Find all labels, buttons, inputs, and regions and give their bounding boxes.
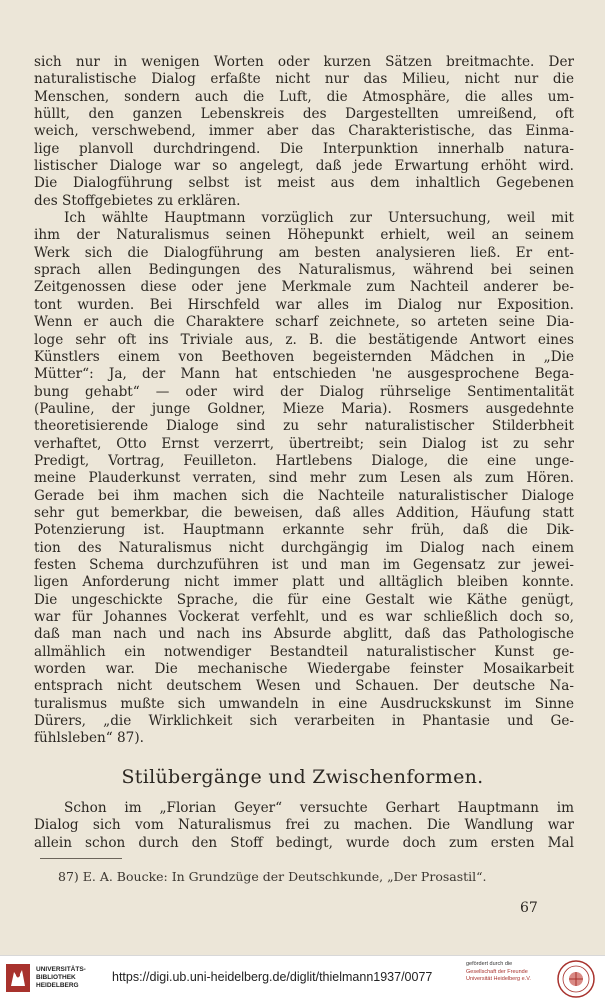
sponsor-line: Universität Heidelberg e.V. — [466, 976, 531, 982]
text-line: allmählich ein notwendiger Bestandteil naturalistischer Kunst ge- — [34, 643, 574, 660]
text-line: Dialog sich vom Naturalismus frei zu machen. Die Wandlung war — [34, 817, 574, 834]
library-name-line: UNIVERSITÄTS- — [36, 966, 86, 973]
text-line: lige planvoll durchdringend. Die Interpunktion innerhalb natura- — [34, 140, 574, 157]
text-line: ligen Anforderung nicht immer platt und alltäglich bleiben konnte. — [34, 574, 574, 591]
text-line: Dürers, „die Wirklichkeit sich verarbeiten in Phantasie und Ge- — [34, 713, 574, 730]
text-line: listischer Dialoge war so angelegt, daß jede Erwartung erhöht wird. — [34, 158, 574, 175]
text-line: naturalistische Dialog erfaßte nicht nur das Milieu, nicht nur die — [34, 71, 574, 88]
sponsor-line: Gesellschaft der Freunde — [466, 968, 528, 975]
text-line: verhaftet, Otto Ernst verzerrt, übertreibt; sein Dialog ist zu sehr — [34, 435, 574, 452]
library-name-line: HEIDELBERG — [36, 982, 79, 989]
text-line: worden war. Die mechanische Wiedergabe feinster Mosaikarbeit — [34, 661, 574, 678]
sponsor-credit — [466, 961, 531, 984]
text-line: Künstlers einem von Beethoven begeisternden Mädchen in „Die — [34, 348, 574, 365]
page-number: 67 — [520, 900, 538, 916]
sponsor-line: gefördert durch die — [466, 961, 513, 967]
text-line: festen Schema durchzuführen ist und man im Gegensatz zur jewei- — [34, 556, 574, 573]
text-line: Ich wählte Hauptmann vorzüglich zur Untersuchung, weil mit — [64, 210, 574, 227]
text-line: Wenn er auch die Charaktere scharf zeichnete, so arteten seine Dia- — [34, 314, 574, 331]
text-line: Potenzierung ist. Hauptmann erkannte sehr früh, daß die Dik- — [34, 522, 574, 539]
text-line: (Pauline, der junge Goldner, Mieze Maria). Rosmers ausgedehnte — [34, 400, 574, 417]
text-line: tion des Naturalismus nicht durchgängig im Dialog nach einem — [34, 539, 574, 556]
text-line: hüllt, den ganzen Lebenskreis des Dargestellten umreißend, oft — [34, 106, 574, 123]
permalink-url[interactable]: https://digi.ub.uni-heidelberg.de/diglit/thielmann1937/0077 — [112, 970, 433, 984]
text-line: meine Plauderkunst verraten, sind mehr zum Lesen als zum Hören. — [34, 470, 574, 487]
text-line: Gerade bei ihm machen sich die Nachteile naturalistischer Dialoge — [34, 487, 574, 504]
text-line: weich, verschwebend, immer aber das Charakteristische, das Einma- — [34, 123, 574, 140]
text-line: tont wurden. Bei Hirschfeld war alles im Dialog nur Exposition. — [34, 296, 574, 313]
text-line: des Stoffgebietes zu erklären. — [34, 192, 241, 209]
text-line: theoretisierende Dialoge sind zu sehr naturalistischer Stilderbheit — [34, 418, 574, 435]
text-line: Zeitgenossen diese oder jene Merkmale zum Nachteil anderer be- — [34, 279, 574, 296]
library-logo[interactable] — [6, 964, 86, 992]
paragraph-2 — [34, 210, 574, 748]
text-line: loge sehr oft ins Triviale aus, z. B. die bestätigende Antwort eines — [34, 331, 574, 348]
section-heading: Stilübergänge und Zwischenformen. — [121, 766, 484, 788]
text-line: Die ungeschickte Sprache, die für eine Gestalt wie Käthe genügt, — [34, 591, 574, 608]
text-line: turalismus mußte sich umwandeln in eine Ausdruckskunst im Sinne — [34, 695, 574, 712]
footnote-divider — [40, 858, 122, 859]
library-name-line: BIBLIOTHEK — [36, 974, 76, 981]
text-line: daß man nach und nach ins Absurde abglitt, daß das Pathologische — [34, 626, 574, 643]
text-line: Mütter“: Ja, der Mann hat entschieden 'ne ausgesprochene Bega- — [34, 366, 574, 383]
text-line: bung gehabt“ — oder wird der Dialog rührselige Sentimentalität — [34, 383, 574, 400]
text-line: sich nur in wenigen Worten oder kurzen Sätzen breitmachte. Der — [34, 54, 574, 70]
main-text — [34, 54, 574, 748]
text-line: fühlsleben“ 87). — [34, 730, 144, 747]
text-line: entsprach nicht deutschem Wesen und Schauen. Der deutsche Na- — [34, 678, 574, 695]
university-seal-icon — [557, 960, 595, 998]
text-line: Werk sich die Dialogführung am besten analysieren ließ. Er ent- — [34, 244, 574, 261]
text-line: Schon im „Florian Geyer“ versuchte Gerhart Hauptmann im — [64, 800, 574, 816]
text-line: ihm der Naturalismus seinen Höhepunkt erhielt, weil an seinem — [34, 227, 574, 244]
text-line: allein schon durch den Stoff bedingt, wurde doch zum ersten Mal — [34, 834, 574, 851]
footnote: 87) E. A. Boucke: In Grundzüge der Deutschkunde, „Der Prosastil“. — [58, 869, 487, 884]
text-line: war für Johannes Vockerat verfehlt, und es war schließlich doch so, — [34, 609, 574, 625]
text-line: Menschen, sondern auch die Luft, die Atmosphäre, die alles um- — [34, 88, 574, 105]
library-lion-icon — [6, 964, 30, 992]
paragraph-1 — [34, 54, 574, 210]
text-line: Die Dialogführung selbst ist meist aus dem inhaltlich Gegebenen — [34, 175, 574, 192]
library-name — [36, 966, 86, 990]
paragraph-3 — [34, 800, 574, 852]
text-line: sehr gut bemerkbar, die beweisen, daß alles Addition, Häufung statt — [34, 504, 574, 521]
text-line: Predigt, Vortrag, Feuilleton. Hartlebens Dialoge, die eine unge- — [34, 452, 574, 469]
text-line: sprach allen Bedingungen des Naturalismus, während bei seinen — [34, 262, 574, 279]
digitization-footer — [0, 955, 605, 1001]
